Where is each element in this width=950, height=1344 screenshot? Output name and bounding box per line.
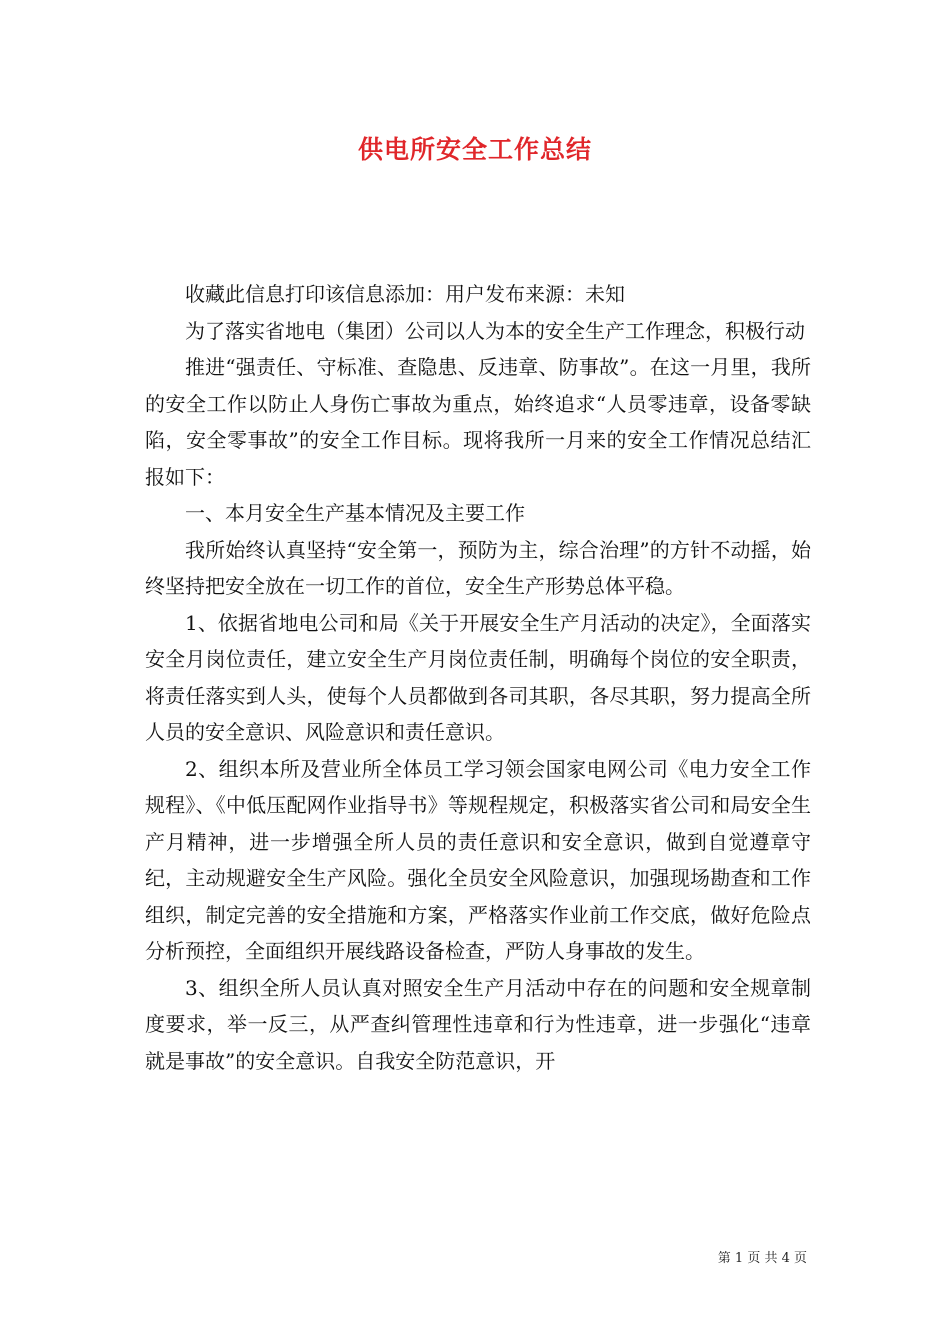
document-body (145, 276, 811, 1079)
source-info-paragraph: 收藏此信息打印该信息添加：用户发布来源：未知 (185, 282, 625, 306)
item-1-paragraph: 1、依据省地电公司和局《关于开展安全生产月活动的决定》，全面落实安全月岗位责任，建立安全生产月岗位责任制，明确每个岗位的安全职责，将责任落实到人头，使每个人员都做到各司其职，各尽其职，努力提高全所人员的安全意识、风险意识和责任意识。 (145, 610, 811, 744)
intro-paragraph: 为了落实省地电（集团）公司以人为本的安全生产工作理念，积极行动 (185, 318, 805, 343)
item-3-paragraph: 3、组织全所人员认真对照安全生产月活动中存在的问题和安全规章制度要求，举一反三，从严查纠管理性违章和行为性违章，进一步强化“违章就是事故”的安全意识。自我安全防范意识，开 (145, 975, 811, 1073)
goal-paragraph: 推进“强责任、守标准、查隐患、反违章、防事故”。在这一月里，我所的安全工作以防止人身伤亡事故为重点，始终追求“人员零违章，设备零缺陷，安全零事故”的安全工作目标。现将我所一月来的安全工作情况总结汇报如下： (145, 355, 811, 489)
item-2-paragraph: 2、组织本所及营业所全体员工学习领会国家电网公司《电力安全工作规程》、《中低压配网作业指导书》等规程规定，积极落实省公司和局安全生产月精神，进一步增强全所人员的责任意识和安全意识，做到自觉遵章守纪，主动规避安全生产风险。强化全员安全风险意识，加强现场勘查和工作组织，制定完善的安全措施和方案，严格落实作业前工作交底，做好危险点分析预控，全面组织开展线路设备检查，严防人身事故的发生。 (145, 756, 811, 963)
section-heading: 一、本月安全生产基本情况及主要工作 (185, 501, 525, 525)
policy-paragraph: 我所始终认真坚持“安全第一，预防为主，综合治理”的方针不动摇，始终坚持把安全放在一切工作的首位，安全生产形势总体平稳。 (145, 537, 811, 598)
page-number-footer: 第 1 页 共 4 页 (717, 1251, 807, 1266)
document-title: 供电所安全工作总结 (357, 135, 592, 164)
